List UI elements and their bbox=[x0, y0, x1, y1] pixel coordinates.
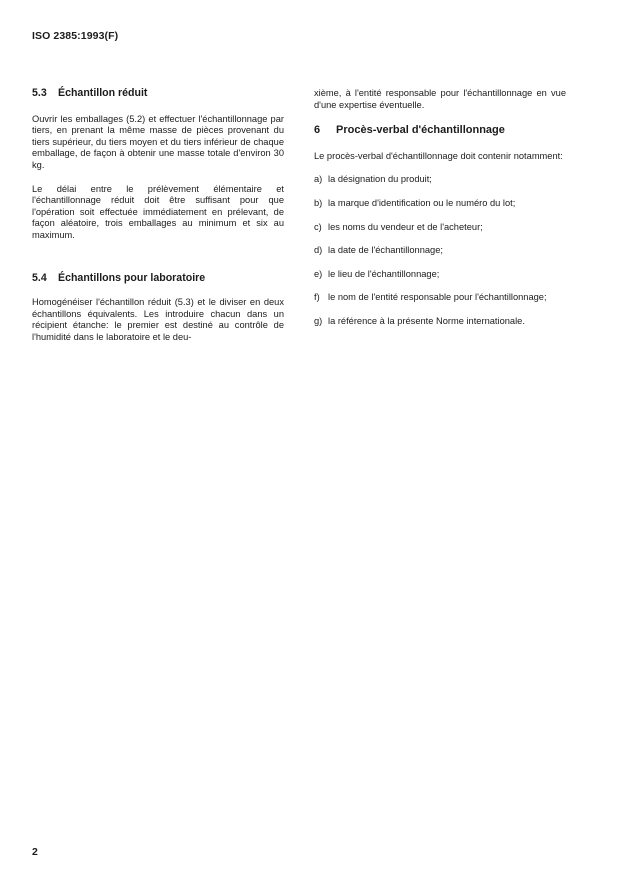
page-number: 2 bbox=[32, 846, 38, 858]
list-text: le lieu de l'échantillonnage; bbox=[328, 268, 440, 279]
section-title: Échantillon réduit bbox=[58, 87, 148, 99]
section-title: Procès-verbal d'échantillonnage bbox=[336, 124, 505, 137]
list-marker: b) bbox=[314, 197, 323, 208]
list-marker: c) bbox=[314, 221, 322, 232]
list-text: la date de l'échantillonnage; bbox=[328, 245, 443, 256]
left-column bbox=[32, 88, 284, 344]
list-text: le nom de l'entité responsable pour l'échantillonnage; bbox=[328, 292, 547, 303]
section-6-heading bbox=[314, 125, 566, 137]
list-item bbox=[314, 245, 566, 257]
list-marker: g) bbox=[314, 315, 323, 326]
section-number: 5.3 bbox=[32, 87, 47, 99]
list-marker: a) bbox=[314, 174, 323, 185]
section-number: 5.4 bbox=[32, 271, 47, 284]
section-title: Échantillons pour laboratoire bbox=[58, 271, 206, 284]
document-code: ISO 2385:1993(F) bbox=[32, 30, 119, 42]
paragraph-continuation: xième, à l'entité responsable pour l'échantillonnage en vue d'une expertise éventuelle. bbox=[314, 88, 566, 110]
list-marker: f) bbox=[314, 292, 320, 303]
list-text: la référence à la présente Norme internationale. bbox=[328, 315, 525, 326]
paragraph: Homogénéiser l'échantillon réduit (5.3) et le diviser en deux échantillons équivalents. Les introduire chacun dans un récipient étanche: le premier est destiné au contrôle de l'humidité dans le laboratoire et le deu- bbox=[32, 297, 284, 342]
list-text: les noms du vendeur et de l'acheteur; bbox=[328, 221, 483, 232]
list-item bbox=[314, 269, 566, 281]
list-item bbox=[314, 316, 566, 328]
paragraph: Ouvrir les emballages (5.2) et effectuer l'échantillonnage par tiers, en prenant la même masse de pièces provenant du tiers supérieur, du tiers moyen et du tiers inférieur de chaque emballage, de façon à obtenir une masse totale d'environ 30 kg. bbox=[32, 113, 284, 170]
paragraph: Le procès-verbal d'échantillonnage doit contenir notamment: bbox=[314, 150, 563, 161]
section-5-4-heading bbox=[32, 273, 284, 285]
list-item bbox=[314, 222, 566, 234]
section-5-3-heading bbox=[32, 88, 284, 100]
report-items-list bbox=[314, 174, 566, 327]
section-number: 6 bbox=[314, 124, 321, 137]
paragraph: Le délai entre le prélèvement élémentaire et l'échantillonnage réduit doit être suffisant pour que l'opération soit effectuée immédiatement en prélevant, de façon aléatoire, trois emballages au minimum et six au maximum. bbox=[32, 183, 284, 240]
list-item bbox=[314, 174, 566, 186]
list-marker: e) bbox=[314, 268, 323, 279]
list-item bbox=[314, 198, 566, 210]
list-marker: d) bbox=[314, 245, 323, 256]
list-text: la désignation du produit; bbox=[328, 174, 432, 185]
right-column bbox=[314, 88, 566, 328]
list-item bbox=[314, 292, 566, 304]
list-text: la marque d'identification ou le numéro du lot; bbox=[328, 197, 516, 208]
